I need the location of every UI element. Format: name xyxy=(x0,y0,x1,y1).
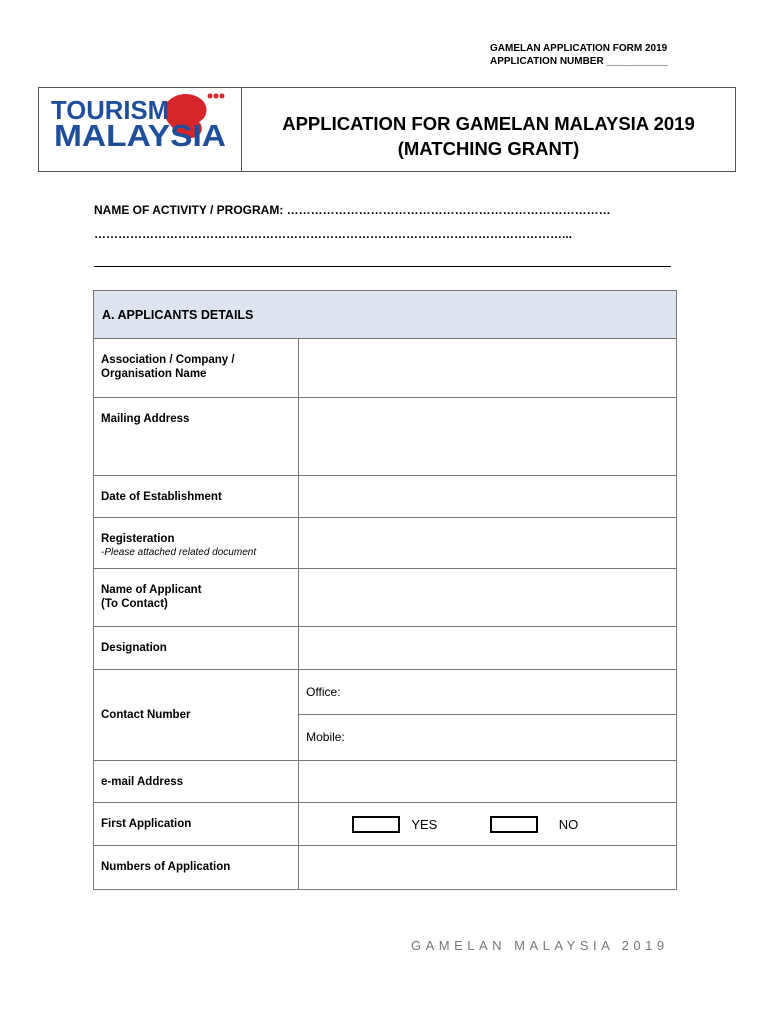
logo-graphic xyxy=(39,88,239,171)
table-row xyxy=(94,569,677,627)
number-of-applications-input[interactable] xyxy=(299,846,677,890)
form-subtitle: (MATCHING GRANT) xyxy=(397,138,580,159)
first-application-options xyxy=(299,803,677,846)
email-input[interactable] xyxy=(299,761,677,803)
title-block xyxy=(242,88,735,171)
logo-word-tourism: TOURISM xyxy=(51,95,169,125)
activity-continuation-line[interactable]: ………………………………………………………………………………………………………... xyxy=(94,227,573,241)
company-input[interactable] xyxy=(299,339,677,398)
table-row xyxy=(94,339,677,398)
table-row xyxy=(94,398,677,476)
first-application-label: First Application xyxy=(94,803,299,846)
company-label: Association / Company / Organisation Name xyxy=(94,339,299,398)
establishment-date-input[interactable] xyxy=(299,476,677,518)
mobile-phone-input[interactable]: Mobile: xyxy=(299,715,677,761)
logo-word-malaysia: MALAYSIA xyxy=(54,118,227,153)
office-phone-input[interactable]: Office: xyxy=(299,670,677,715)
page-footer: GAMELAN MALAYSIA 2019 xyxy=(411,938,669,953)
yes-option-label: YES xyxy=(411,816,438,832)
section-a-heading: A. APPLICANTS DETAILS xyxy=(94,291,677,339)
no-checkbox[interactable] xyxy=(490,816,538,833)
table-row xyxy=(94,803,677,846)
table-row xyxy=(94,846,677,890)
form-name: GAMELAN APPLICATION FORM 2019 xyxy=(490,43,668,54)
application-number-field[interactable]: APPLICATION NUMBER ___________ xyxy=(490,56,668,67)
applicant-details-table xyxy=(93,290,677,890)
establishment-date-label: Date of Establishment xyxy=(94,476,299,518)
applicant-name-label: Name of Applicant (To Contact) xyxy=(94,569,299,627)
header-box xyxy=(38,87,736,172)
yes-checkbox[interactable] xyxy=(352,816,400,833)
table-row xyxy=(94,627,677,670)
mailing-address-label: Mailing Address xyxy=(94,398,299,476)
table-row xyxy=(94,518,677,569)
table-row xyxy=(94,476,677,518)
mailing-address-input[interactable] xyxy=(299,398,677,476)
activity-underline[interactable] xyxy=(94,266,671,267)
no-option-label: NO xyxy=(558,816,579,832)
designation-label: Designation xyxy=(94,627,299,670)
email-label: e-mail Address xyxy=(94,761,299,803)
activity-name-field[interactable]: NAME OF ACTIVITY / PROGRAM: ……………………………………………………………………… xyxy=(94,203,611,217)
form-title: APPLICATION FOR GAMELAN MALAYSIA 2019 xyxy=(282,113,695,134)
registration-note: -Please attached related document xyxy=(101,547,257,558)
designation-input[interactable] xyxy=(299,627,677,670)
applicant-name-input[interactable] xyxy=(299,569,677,627)
tourism-malaysia-logo xyxy=(39,88,242,171)
registration-input[interactable] xyxy=(299,518,677,569)
contact-number-label: Contact Number xyxy=(94,670,299,761)
table-row xyxy=(94,670,677,715)
table-row xyxy=(94,761,677,803)
number-of-applications-label: Numbers of Application xyxy=(94,846,299,890)
form-meta xyxy=(490,42,668,68)
registration-label: Registeration -Please attached related document xyxy=(94,518,299,569)
section-header-row xyxy=(94,291,677,339)
